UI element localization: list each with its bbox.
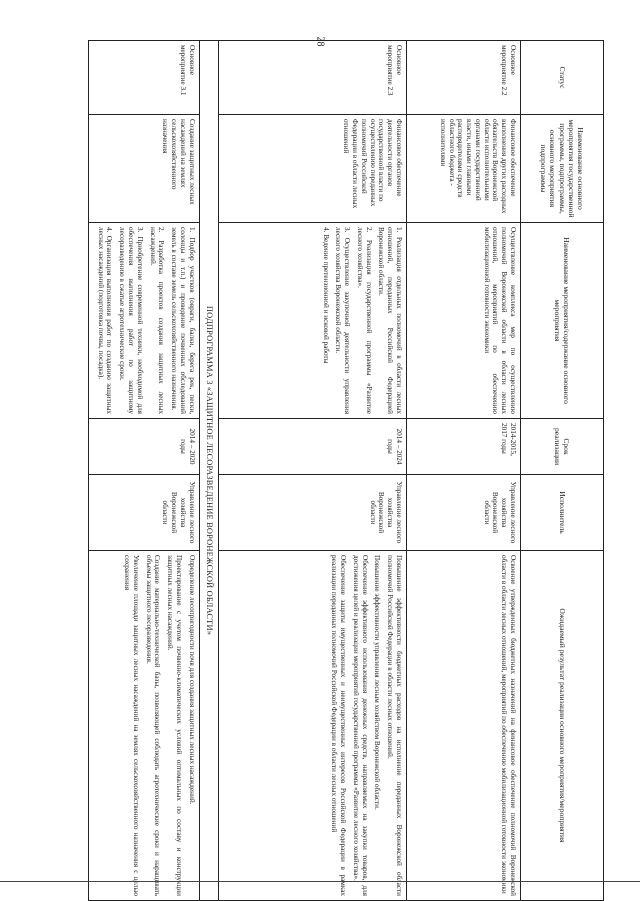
result-paragraph: Проектирование с учетом почвенно-климатических условий оптимальных по составу и конструкции защитных лесных насаждений. (166, 555, 183, 896)
table-row (219, 41, 407, 901)
result-paragraph: Освоение утвержденных бюджетных назначений на финансовое обеспечение полномочий Воронежской области в области лесных отношений, мероприятий по обеспечению мобилизационной готовности экономики (500, 555, 517, 896)
header-activity-content: Наименование мероприятия/содержание основного мероприятия (521, 223, 604, 419)
content-paragraph: 2. Реализация государственной программы «Развитие лесного хозяйства». (355, 227, 373, 414)
header-status: Статус (521, 41, 604, 115)
row-status: Основное мероприятие 3.1 (88, 41, 199, 115)
row-expected-result (407, 551, 521, 901)
row-program-name: Финансовое обеспечение деятельности органов государственной власти по осуществлению переданных полномочий Российской Федерации в области лесных отношений (219, 115, 407, 223)
header-program-name: Наименование основного мероприятия государственной программы, подпрограммы, основного мероприятия подпрограммы (521, 115, 604, 223)
result-paragraph: Обеспечение эффективного использования денежных средств, направляемых на закупки товаров, для достижения целей и реализации мероприятий государственной программы «Развитие лесного хозяйства». (351, 555, 369, 896)
content-paragraph: 2. Разработка проектов создания защитных лесных насаждений. (148, 227, 166, 414)
document-sheet (36, 40, 604, 900)
row-term: 2014-2015, 2017 годы (407, 419, 521, 475)
row-status: Основное мероприятие 2.2 (407, 41, 521, 115)
row-term: 2014 – 2020 годы (88, 419, 199, 475)
content-paragraph: 3. Приобретение современной техники, необходимой для обеспечения выполнения работ по защитному лесоразведению в сжатые агротехнические сроки. (118, 227, 144, 414)
content-paragraph: 4. Ведение претензионной и исковой работы (321, 227, 330, 364)
row-expected-result (219, 551, 407, 901)
row-activity-content (88, 223, 199, 419)
header-executor: Исполнитель (521, 475, 604, 551)
row-activity-content (407, 223, 521, 419)
result-paragraph: Увеличение площади защитных лесных насаждений на землях сельскохозяйственного назначения с целью сохранения (123, 555, 140, 896)
result-paragraph: Создание материально-технической базы, позволяющей соблюдать агротехнические сроки и наращивать объемы защитного лесоразведения. (144, 555, 162, 896)
header-term: Срок реализации (521, 419, 604, 475)
content-paragraph: 3. Осуществление закупочной деятельности управления лесного хозяйства Воронежской области. (334, 227, 352, 414)
scan-edge-divider (0, 881, 640, 882)
program-table (88, 40, 604, 901)
subprogram-title: ПОДПРОГРАММА 3 «ЗАЩИТНОЕ ЛЕСОРАЗВЕДЕНИЕ ВОРОНЕЖСКОЙ ОБЛАСТИ» (199, 41, 218, 901)
result-paragraph: Повышение эффективности бюджетных расходов на исполнение переданных Воронежской области полномочий Российской Федерации в области лесных отношений. (386, 555, 403, 896)
row-executor: Управление лесного хозяйства Воронежской области (88, 475, 199, 551)
row-activity-content (219, 223, 407, 419)
row-status: Основное мероприятие 2.3 (219, 41, 407, 115)
row-executor: Управление лесного хозяйства Воронежской области (407, 475, 521, 551)
page-number: 28 (314, 36, 326, 47)
table-row (88, 41, 199, 901)
content-paragraph: 1. Подбор участков (овраги, балки, берега рек, пески, солонцы и т.п.) и проведение почвенных обследований земель в составе земель сельскохозяйственного назначения. (170, 227, 196, 414)
row-executor: Управление лесного хозяйства Воронежской области (219, 475, 407, 551)
content-paragraph: 1. Реализация отдельных полномочий в области лесных отношений, переданных Российской Федерацией Воронежской области. (377, 227, 403, 414)
content-paragraph: 4. Организация выполнения работ по созданию защитных лесных насаждений (подготовка почвы, посадка). (96, 227, 114, 414)
result-paragraph: Повышение эффективности управления лесным хозяйством Воронежской области. (373, 555, 382, 810)
result-paragraph: Обеспечение защиты имущественных и неимущественных интересов Российской Федерации в рамках реализации переданных полномочий Российской Федерации в области лесных отношений (330, 555, 348, 896)
row-program-name: Создание защитных лесных насаждений на землях сельскохозяйственного назначения (88, 115, 199, 223)
result-paragraph: Определение лесопригодности почв для создания защитных лесных насаждений. (187, 555, 196, 805)
table-header-row (521, 41, 604, 901)
row-expected-result (88, 551, 199, 901)
subprogram-title-row (199, 41, 218, 901)
table-row (407, 41, 521, 901)
content-paragraph: Осуществление комплекса мер по осуществлению полномочий Воронежской области в области лесных отношений, мероприятий по обеспечению мобилизационной готовности экономики (482, 227, 517, 414)
row-term: 2014 – 2024 годы (219, 419, 407, 475)
header-expected-result: Ожидаемый результат реализации основного мероприятия/мероприятия (521, 551, 604, 901)
row-program-name: Финансовое обеспечение выполнения других расходных обязательств Воронежской области исполнительными органами государственной власти, иными главными распорядителями средств областного бюджета - исполнителями (407, 115, 521, 223)
